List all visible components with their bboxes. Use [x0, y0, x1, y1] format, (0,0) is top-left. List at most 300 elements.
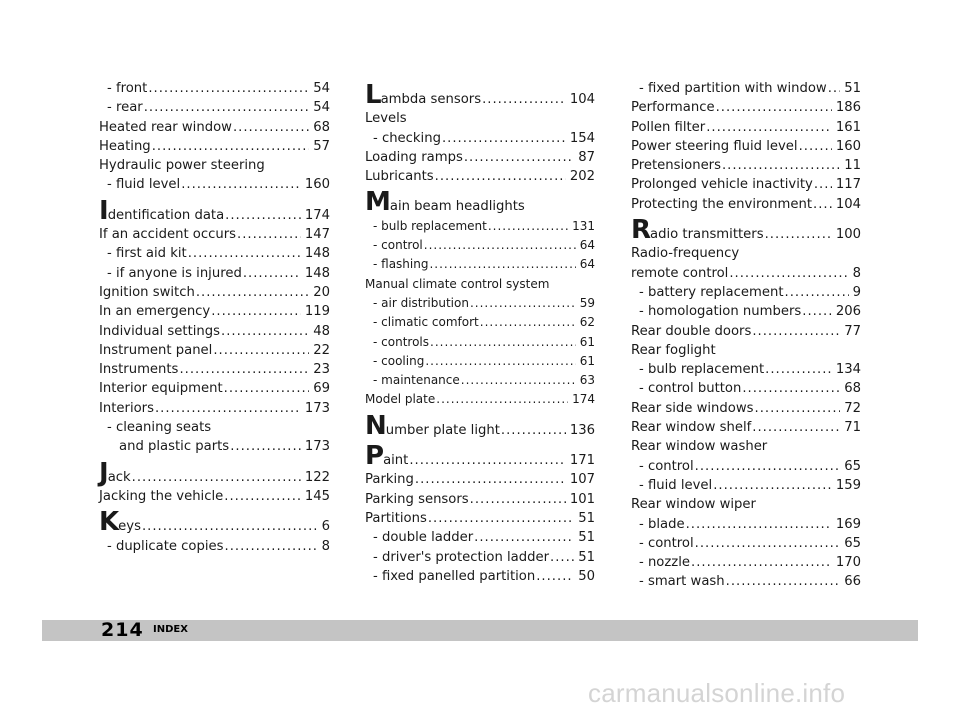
leader-dots	[706, 118, 832, 137]
entry-text: Radio-frequency	[631, 246, 740, 262]
entry-label	[99, 360, 178, 379]
index-entry	[99, 379, 330, 398]
entry-text: Heated rear window	[99, 119, 232, 135]
leader-dots	[181, 175, 301, 194]
index-column-3	[631, 79, 861, 592]
index-entry	[631, 244, 861, 263]
page-ref: 61	[579, 334, 595, 349]
index-entry	[365, 313, 595, 332]
leader-dots	[536, 567, 574, 586]
page-ref: 65	[844, 535, 861, 551]
index-entry	[99, 137, 330, 156]
index-entry	[365, 470, 595, 489]
page-ref: 206	[835, 304, 861, 320]
index-entry	[99, 79, 330, 98]
leader-dots	[429, 255, 575, 274]
leader-dots	[550, 548, 574, 567]
entry-text: Model plate	[365, 392, 436, 407]
leader-dots	[142, 517, 318, 536]
page-ref: 134	[835, 362, 861, 378]
index-entry	[99, 341, 330, 360]
entry-label	[639, 283, 784, 302]
leader-dots	[225, 537, 318, 556]
entry-label	[373, 236, 423, 255]
page-ref: 161	[835, 119, 861, 135]
section-initial: I	[99, 195, 108, 226]
index-entry	[631, 360, 861, 379]
entry-text: - fixed partition with window	[639, 81, 827, 96]
entry-text: - front	[107, 81, 148, 96]
entry-text: Partitions	[365, 510, 427, 526]
leader-dots	[230, 437, 301, 456]
entry-label	[365, 410, 500, 441]
entry-label	[365, 109, 407, 128]
entry-text: - blade	[639, 516, 685, 532]
page-ref: 69	[313, 381, 330, 397]
entry-text: Instruments	[99, 362, 179, 378]
entry-text: - if anyone is injured	[107, 265, 242, 281]
index-entry	[631, 98, 861, 117]
entry-label	[99, 322, 220, 341]
page-ref: 57	[313, 138, 330, 154]
entry-label	[365, 148, 463, 167]
leader-dots	[470, 294, 576, 313]
index-entry	[631, 195, 861, 214]
index-entry	[365, 567, 595, 586]
entry-label	[373, 294, 469, 313]
entry-label	[373, 352, 424, 371]
leader-dots	[152, 137, 310, 156]
page-ref: 186	[835, 100, 861, 116]
entry-label	[639, 534, 694, 553]
section-initial: J	[99, 457, 108, 488]
page-ref: 100	[835, 227, 861, 243]
entry-label	[631, 341, 716, 360]
leader-dots	[470, 490, 566, 509]
page-ref: 51	[844, 81, 861, 96]
entry-label	[99, 195, 225, 226]
page-ref: 62	[579, 315, 595, 330]
entry-text: - control	[639, 458, 694, 474]
leader-dots	[430, 333, 576, 352]
index-entry	[365, 441, 595, 472]
leader-dots	[237, 225, 301, 244]
entry-label	[365, 390, 435, 409]
entry-text: Levels	[365, 111, 407, 127]
page-ref: 23	[313, 362, 330, 378]
page-ref: 160	[835, 138, 861, 154]
entry-text: - control	[373, 238, 423, 253]
entry-label	[99, 283, 195, 302]
leader-dots	[243, 264, 301, 283]
entry-label	[107, 418, 211, 437]
section-initial: N	[365, 410, 386, 441]
index-entry	[631, 515, 861, 534]
entry-text: Protecting the environment	[631, 196, 813, 212]
page-ref: 77	[844, 323, 861, 339]
entry-label	[99, 302, 210, 321]
index-entry	[631, 418, 861, 437]
page-ref: 148	[304, 246, 330, 262]
index-entry	[99, 118, 330, 137]
leader-dots	[755, 399, 841, 418]
entry-text: Individual settings	[99, 323, 221, 339]
entry-label	[107, 98, 143, 117]
entry-text: aint	[383, 453, 409, 469]
entry-text: Manual climate control system	[365, 276, 550, 291]
entry-text: Loading ramps	[365, 149, 463, 165]
index-entry	[631, 137, 861, 156]
leader-dots	[211, 302, 301, 321]
entry-label	[373, 129, 441, 148]
index-entry	[99, 418, 330, 437]
entry-text: Interiors	[99, 400, 154, 416]
index-entry	[365, 148, 595, 167]
entry-text: eys	[118, 519, 141, 535]
entry-text: Hydraulic power steering	[99, 158, 265, 174]
page-ref: 101	[569, 491, 595, 507]
entry-text: - rear	[107, 100, 143, 116]
page-ref: 68	[844, 381, 861, 397]
entry-text: Rear foglight	[631, 342, 716, 358]
leader-dots	[233, 118, 309, 137]
entry-label	[365, 80, 482, 110]
watermark: carmanualsonline.info	[588, 678, 846, 708]
entry-text: Lubricants	[365, 169, 434, 185]
leader-dots	[813, 195, 832, 214]
page-ref: 8	[852, 265, 861, 281]
leader-dots	[765, 225, 832, 244]
index-entry	[631, 341, 861, 360]
page-ref: 51	[578, 530, 595, 546]
entry-text: - control	[639, 535, 694, 551]
leader-dots	[695, 457, 841, 476]
page-ref: 65	[844, 458, 861, 474]
entry-label	[639, 360, 764, 379]
index-entry	[365, 217, 595, 236]
entry-label	[365, 470, 414, 489]
index-entry	[365, 352, 595, 371]
entry-text: umber plate light	[385, 422, 500, 438]
index-entry	[631, 79, 861, 98]
index-entry	[365, 109, 595, 128]
index-entry	[631, 534, 861, 553]
leader-dots	[726, 572, 841, 591]
entry-label	[107, 175, 180, 194]
entry-text: dentification data	[107, 207, 225, 223]
entry-label	[639, 515, 685, 534]
entry-text: - bulb replacement	[639, 362, 765, 378]
leader-dots	[415, 470, 566, 489]
index-entry	[365, 490, 595, 509]
entry-label	[107, 244, 187, 263]
entry-text: Rear side windows	[631, 400, 754, 416]
page-ref: 122	[304, 469, 330, 485]
leader-dots	[695, 534, 841, 553]
page-ref: 8	[321, 538, 330, 554]
page-ref: 119	[304, 304, 330, 320]
index-entry	[631, 379, 861, 398]
page-ref: 159	[835, 477, 861, 493]
leader-dots	[435, 167, 566, 186]
page-ref: 145	[304, 488, 330, 504]
page-ref: 87	[578, 149, 595, 165]
entry-text: - duplicate copies	[107, 538, 224, 554]
index-entry	[631, 495, 861, 514]
entry-label	[99, 379, 223, 398]
entry-text: Pollen filter	[631, 119, 706, 135]
page-ref: 54	[313, 81, 330, 96]
index-entry	[365, 80, 595, 110]
page-ref: 170	[835, 555, 861, 571]
index-entry	[99, 537, 330, 556]
leader-dots	[729, 264, 848, 283]
page-ref: 22	[313, 342, 330, 358]
page-ref: 48	[313, 323, 330, 339]
entry-text: - checking	[373, 130, 441, 146]
leader-dots	[765, 360, 832, 379]
index-column-2	[365, 79, 595, 586]
index-entry	[99, 487, 330, 506]
entry-label	[365, 509, 427, 528]
entry-text: remote control	[631, 265, 729, 281]
entry-label	[639, 79, 827, 98]
entry-text: - fluid level	[639, 477, 713, 493]
index-entry	[99, 322, 330, 341]
index-entry	[99, 156, 330, 175]
leader-dots	[802, 302, 832, 321]
leader-dots	[425, 352, 575, 371]
index-entry	[631, 437, 861, 456]
leader-dots	[148, 79, 309, 98]
index-entry	[99, 302, 330, 321]
index-entry	[365, 371, 595, 390]
index-entry	[365, 333, 595, 352]
entry-label	[639, 379, 741, 398]
entry-label	[373, 371, 460, 390]
entry-text: - bulb replacement	[373, 218, 487, 233]
entry-text: Performance	[631, 100, 715, 116]
section-initial: L	[365, 80, 381, 110]
entry-label	[639, 302, 801, 321]
entry-text: Prolonged vehicle inactivity	[631, 177, 813, 193]
entry-text: - controls	[373, 334, 429, 349]
entry-label	[373, 333, 429, 352]
leader-dots	[488, 217, 568, 236]
entry-label	[373, 217, 487, 236]
page-ref: 50	[578, 568, 595, 584]
entry-text: Power steering fluid level	[631, 138, 798, 154]
entry-text: - cooling	[373, 353, 425, 368]
leader-dots	[196, 283, 309, 302]
entry-text: Parking	[365, 472, 414, 488]
leader-dots	[224, 487, 301, 506]
entry-text: - smart wash	[639, 574, 725, 590]
entry-text: Pretensioners	[631, 158, 721, 174]
entry-label	[631, 98, 715, 117]
page-ref: 59	[579, 295, 595, 310]
index-entry	[99, 264, 330, 283]
index-entry	[99, 457, 330, 488]
entry-text: adio transmitters	[650, 227, 764, 243]
leader-dots	[686, 515, 832, 534]
index-entry	[631, 264, 861, 283]
leader-dots	[713, 476, 832, 495]
entry-text: - nozzle	[639, 555, 690, 571]
entry-text: - climatic comfort	[373, 315, 479, 330]
leader-dots	[221, 322, 309, 341]
index-entry	[631, 283, 861, 302]
page-ref: 136	[569, 422, 595, 438]
leader-dots	[225, 206, 301, 225]
leader-dots	[428, 509, 574, 528]
index-entry	[631, 322, 861, 341]
index-entry	[99, 195, 330, 226]
entry-text: Rear window washer	[631, 439, 768, 455]
entry-label	[373, 567, 535, 586]
index-entry	[365, 167, 595, 186]
page-ref: 51	[578, 549, 595, 565]
page-ref: 160	[304, 177, 330, 193]
page-ref: 11	[844, 158, 861, 174]
page-ref: 202	[569, 169, 595, 185]
page-ref: 64	[579, 238, 595, 253]
entry-label	[99, 457, 131, 488]
page-ref: 148	[304, 265, 330, 281]
entry-text: - fixed panelled partition	[373, 568, 536, 584]
entry-label	[373, 255, 428, 274]
index-entry	[99, 175, 330, 194]
entry-text: - battery replacement	[639, 284, 784, 300]
entry-label	[107, 537, 224, 556]
index-entry	[365, 255, 595, 274]
entry-text: - control button	[639, 381, 742, 397]
index-entry	[365, 187, 595, 218]
entry-text: - fluid level	[107, 177, 181, 193]
leader-dots	[179, 360, 309, 379]
entry-label	[99, 507, 141, 538]
page-ref: 71	[844, 420, 861, 436]
entry-label	[99, 399, 154, 418]
entry-text: Instrument panel	[99, 342, 213, 358]
index-entry	[631, 476, 861, 495]
index-column-1	[99, 79, 330, 556]
entry-label	[631, 118, 705, 137]
entry-label	[639, 553, 690, 572]
entry-label	[99, 137, 151, 156]
entry-label	[99, 118, 232, 137]
page-ref: 131	[572, 218, 595, 233]
entry-label	[631, 175, 813, 194]
entry-label	[373, 528, 473, 547]
leader-dots	[752, 418, 840, 437]
index-entry	[365, 509, 595, 528]
leader-dots	[424, 236, 576, 255]
leader-dots	[752, 322, 840, 341]
index-entry	[631, 118, 861, 137]
entry-label	[631, 215, 764, 246]
entry-text: Heating	[99, 138, 151, 154]
leader-dots	[436, 390, 568, 409]
index-entry	[365, 129, 595, 148]
leader-dots	[480, 313, 576, 332]
entry-label	[365, 275, 549, 294]
leader-dots	[814, 175, 832, 194]
page-ref: 104	[569, 92, 595, 107]
index-entry	[365, 390, 595, 409]
entry-label	[631, 156, 721, 175]
section-initial: R	[631, 215, 651, 246]
index-entry	[99, 399, 330, 418]
entry-label	[99, 225, 236, 244]
entry-label	[631, 244, 739, 263]
page-ref: 64	[579, 257, 595, 272]
entry-text: Rear window wiper	[631, 497, 756, 513]
index-entry	[631, 156, 861, 175]
index-entry	[365, 294, 595, 313]
leader-dots	[722, 156, 840, 175]
page-number: 214	[101, 619, 144, 641]
leader-dots	[785, 283, 849, 302]
entry-label	[639, 457, 694, 476]
entry-text: - flashing	[373, 257, 429, 272]
entry-label	[639, 572, 725, 591]
leader-dots	[155, 399, 301, 418]
entry-text: - homologation numbers	[639, 304, 802, 320]
page-ref: 51	[578, 510, 595, 526]
entry-label	[365, 167, 434, 186]
page-ref: 68	[313, 119, 330, 135]
entry-text: ambda sensors	[380, 92, 482, 107]
entry-text: - driver's protection ladder	[373, 549, 550, 565]
entry-text: Ignition switch	[99, 284, 195, 300]
index-entry	[99, 360, 330, 379]
leader-dots	[464, 148, 574, 167]
entry-label	[631, 195, 812, 214]
leader-dots	[691, 553, 832, 572]
entry-text: - double ladder	[373, 530, 474, 546]
index-entry	[631, 399, 861, 418]
page-ref: 9	[852, 284, 861, 300]
entry-text: - maintenance	[373, 373, 460, 388]
page-ref: 174	[572, 392, 595, 407]
entry-label	[107, 79, 147, 98]
leader-dots	[213, 341, 309, 360]
leader-dots	[501, 421, 566, 440]
leader-dots	[461, 371, 576, 390]
entry-text: Rear window shelf	[631, 420, 752, 436]
entry-label	[631, 137, 798, 156]
leader-dots	[144, 98, 310, 117]
index-entry	[99, 98, 330, 117]
entry-label	[631, 437, 767, 456]
index-entry	[631, 572, 861, 591]
page-ref: 104	[835, 196, 861, 212]
page-ref: 66	[844, 574, 861, 590]
leader-dots	[799, 137, 832, 156]
entry-label	[631, 418, 751, 437]
entry-label	[373, 548, 549, 567]
leader-dots	[188, 244, 301, 263]
page-ref: 154	[569, 130, 595, 146]
page-ref: 173	[304, 400, 330, 416]
page-ref: 61	[579, 353, 595, 368]
entry-label	[639, 476, 712, 495]
leader-dots	[828, 79, 841, 98]
index-entry	[365, 275, 595, 294]
leader-dots	[409, 451, 565, 470]
entry-label	[373, 313, 479, 332]
